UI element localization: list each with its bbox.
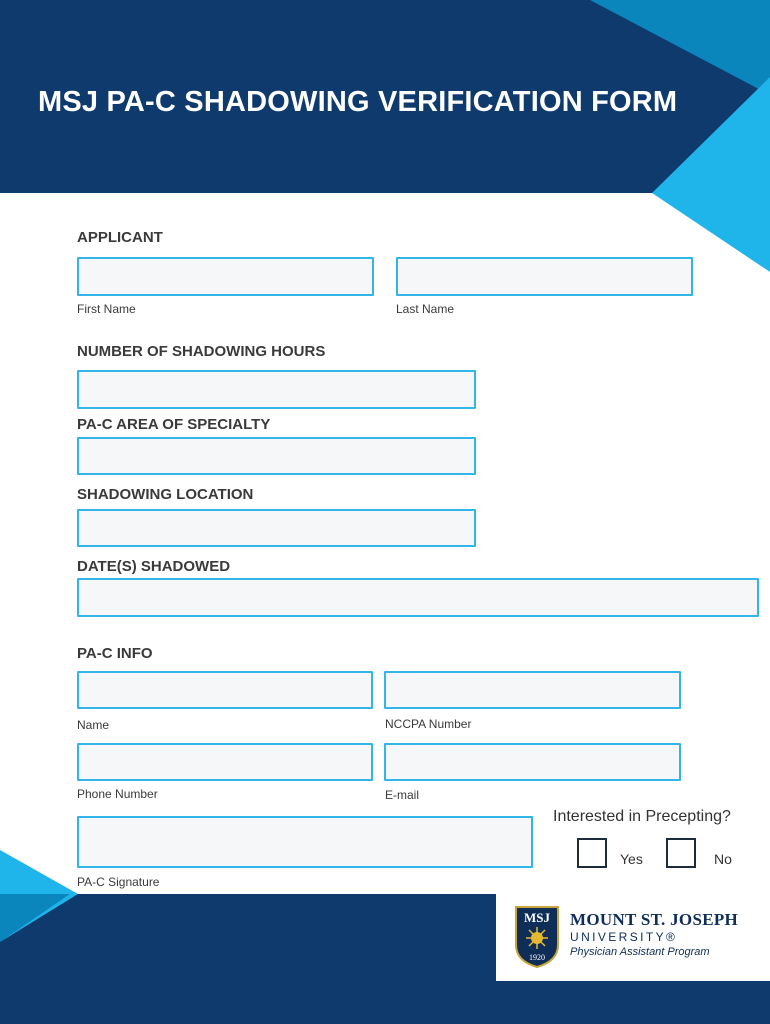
section-pac-info-label: PA-C INFO bbox=[77, 645, 153, 662]
precepting-no-checkbox[interactable] bbox=[666, 838, 696, 868]
last-name-field[interactable] bbox=[396, 257, 693, 296]
top-right-teal-triangle bbox=[590, 0, 770, 95]
section-hours-label: NUMBER OF SHADOWING HOURS bbox=[77, 343, 326, 360]
nccpa-number-caption: NCCPA Number bbox=[385, 717, 472, 731]
precepting-no-label: No bbox=[714, 851, 732, 867]
precepting-yes-label: Yes bbox=[620, 851, 643, 867]
specialty-field[interactable] bbox=[77, 437, 476, 475]
logo-program-name: Physician Assistant Program bbox=[570, 946, 710, 958]
pac-name-field[interactable] bbox=[77, 671, 373, 709]
university-crest-icon bbox=[514, 905, 560, 969]
nccpa-number-field[interactable] bbox=[384, 671, 681, 709]
logo-university-word: UNIVERSITY® bbox=[570, 930, 678, 944]
section-specialty-label: PA-C AREA OF SPECIALTY bbox=[77, 416, 271, 433]
last-name-caption: Last Name bbox=[396, 302, 455, 316]
logo-university-name: MOUNT ST. JOSEPH bbox=[570, 910, 739, 929]
page-title: MSJ PA-C SHADOWING VERIFICATION FORM bbox=[38, 86, 678, 118]
dates-shadowed-field[interactable] bbox=[77, 578, 759, 617]
first-name-field[interactable] bbox=[77, 257, 374, 296]
phone-number-field[interactable] bbox=[77, 743, 373, 781]
first-name-caption: First Name bbox=[77, 302, 136, 316]
shadowing-hours-field[interactable] bbox=[77, 370, 476, 409]
crest-text: MSJ bbox=[524, 910, 550, 925]
precepting-yes-checkbox[interactable] bbox=[577, 838, 607, 868]
crest-year: 1920 bbox=[529, 953, 545, 962]
signature-caption: PA-C Signature bbox=[77, 875, 160, 889]
section-applicant-label: APPLICANT bbox=[77, 229, 163, 246]
signature-field[interactable] bbox=[77, 816, 533, 868]
location-field[interactable] bbox=[77, 509, 476, 547]
pac-name-caption: Name bbox=[77, 718, 110, 732]
phone-number-caption: Phone Number bbox=[77, 787, 158, 801]
email-field[interactable] bbox=[384, 743, 681, 781]
email-caption: E-mail bbox=[385, 788, 420, 802]
section-dates-label: DATE(S) SHADOWED bbox=[77, 558, 231, 575]
section-location-label: SHADOWING LOCATION bbox=[77, 486, 254, 503]
precepting-question: Interested in Precepting? bbox=[553, 808, 731, 825]
